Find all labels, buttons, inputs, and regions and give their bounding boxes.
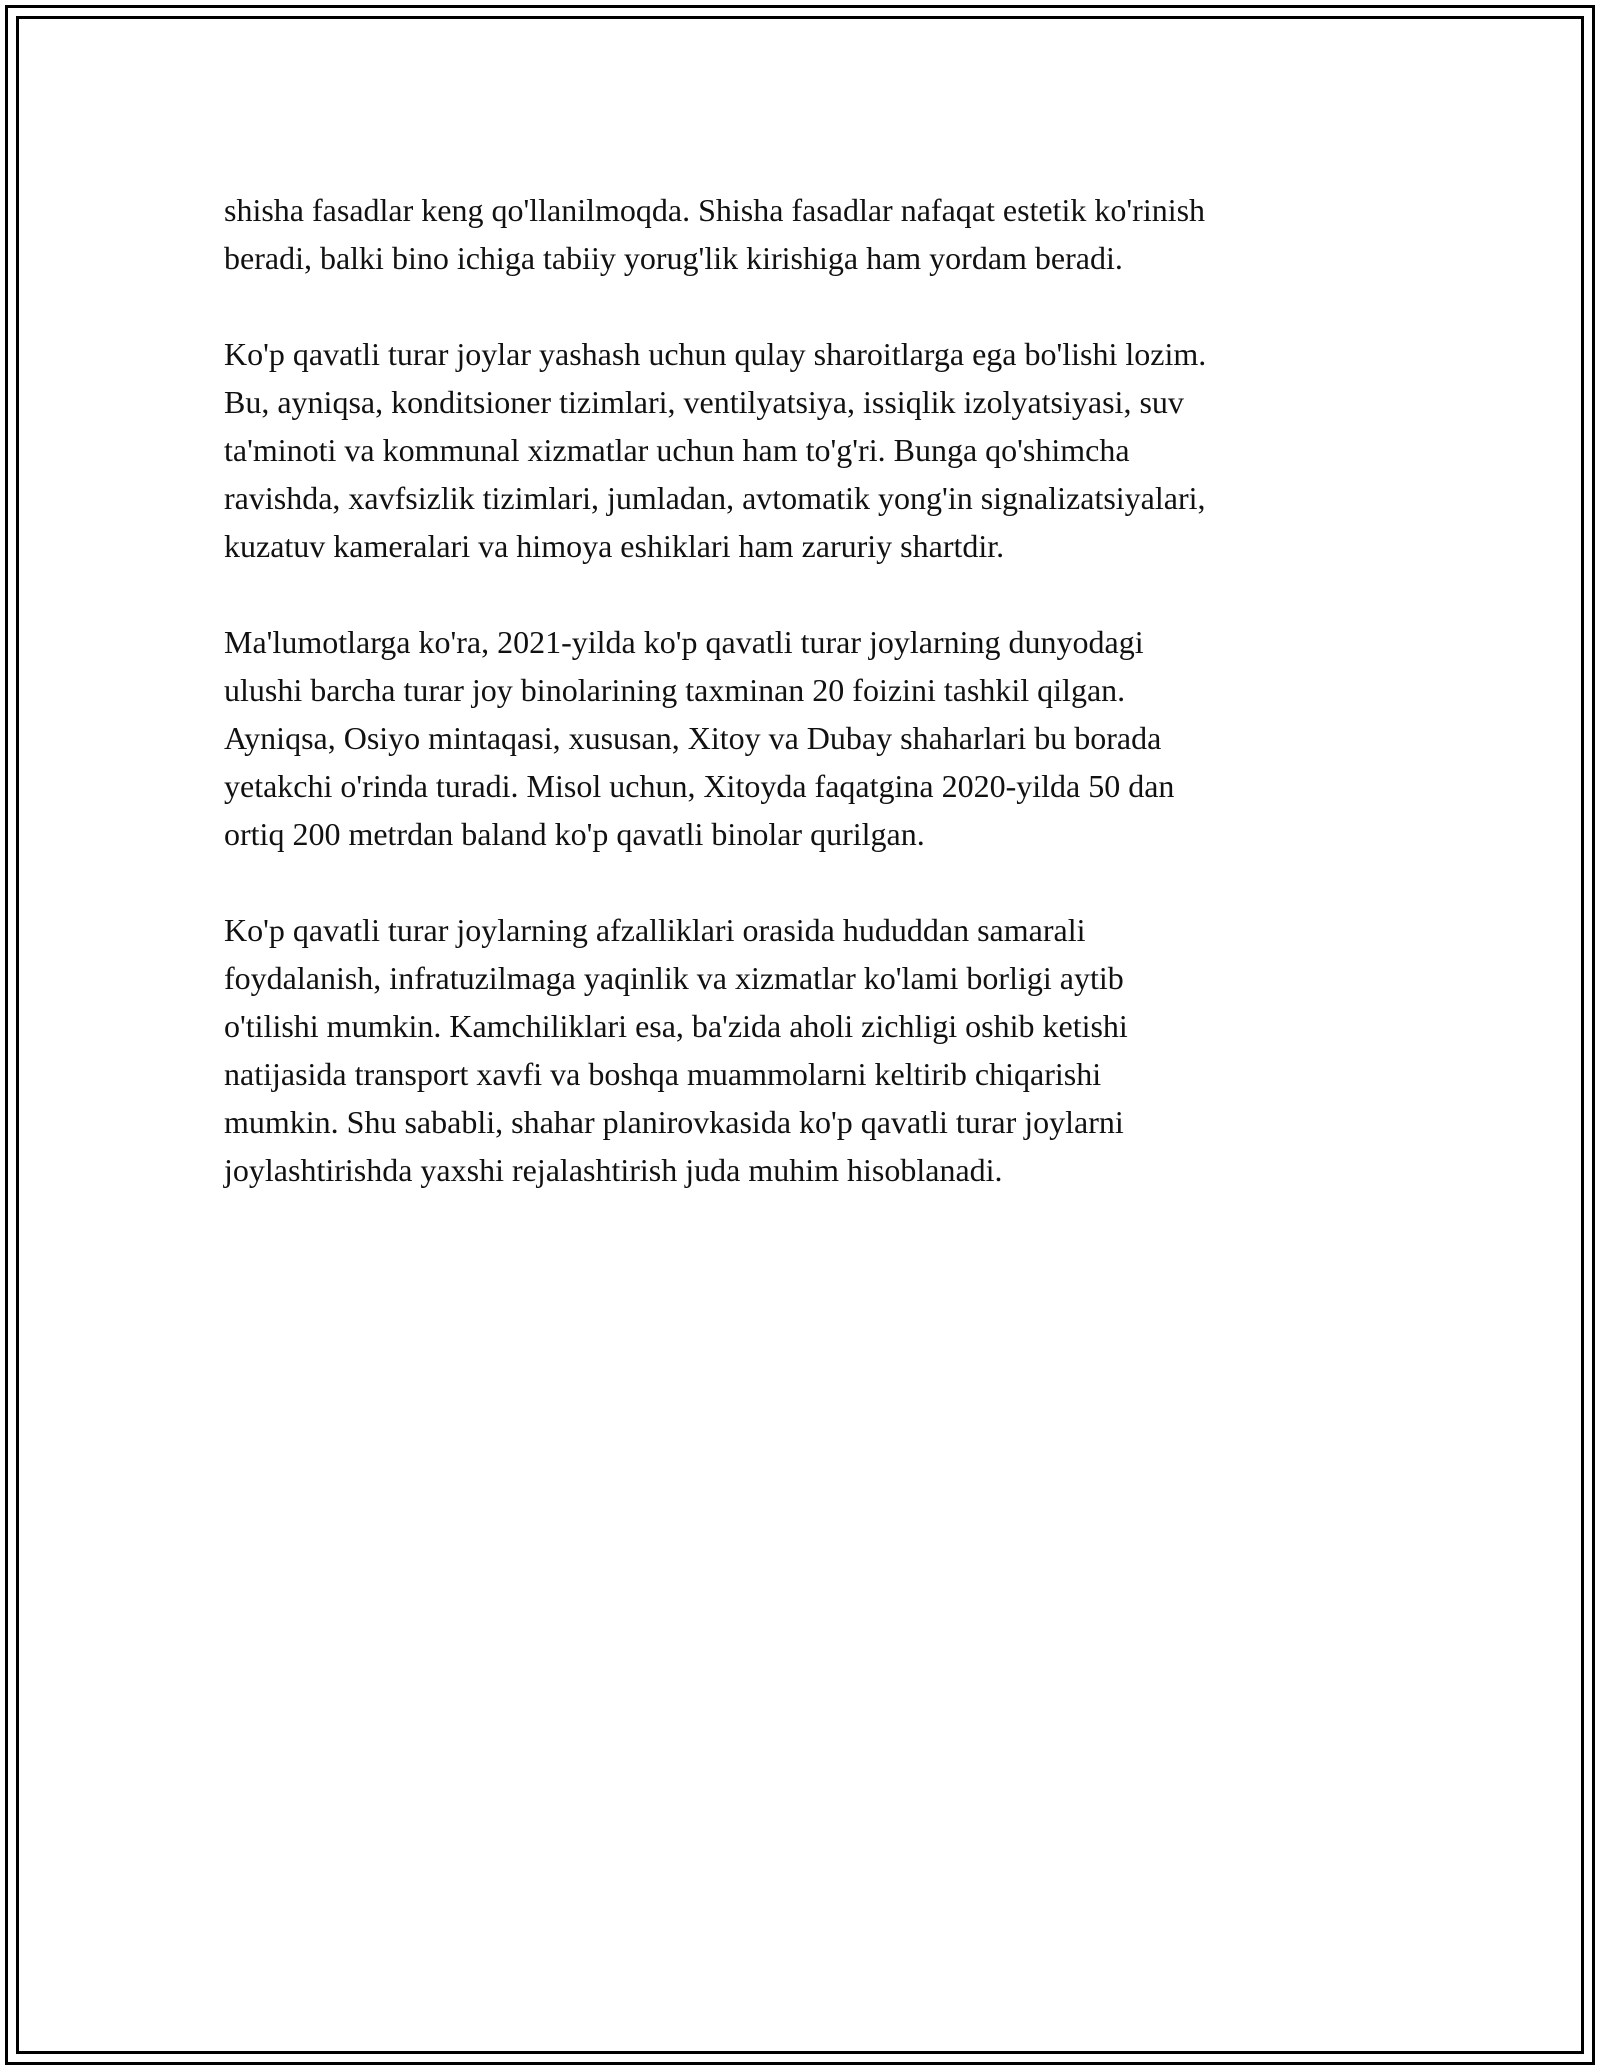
paragraph-glass-facades: shisha fasadlar keng qo'llanilmoqda. Shisha fasadlar nafaqat estetik ko'rinish beradi, balki bino ichiga tabiiy yorug'lik kirishiga ham yordam beradi.: [224, 192, 1206, 276]
paragraph-living-conditions: Ko'p qavatli turar joylar yashash uchun qulay sharoitlarga ega bo'lishi lozim. Bu, ayniqsa, konditsioner tizimlari, ventilyatsiya, issiqlik izolyatsiyasi, suv ta'minoti va kommunal xizmatlar uchun ham to'g'ri. Bunga qo'shimcha ravishda, xavfsizlik tizimlari, jumladan, avtomatik yong'in signalizatsiyalari, kuzatuv kameralari va himoya eshiklari ham zaruriy shartdir.: [224, 336, 1207, 564]
paragraph-statistics: Ma'lumotlarga ko'ra, 2021-yilda ko'p qavatli turar joylarning dunyodagi ulushi barcha turar joy binolarining taxminan 20 foizini tashkil qilgan. Ayniqsa, Osiyo mintaqasi, xususan, Xitoy va Dubay shaharlari bu borada yetakchi o'rinda turadi. Misol uchun, Xitoyda faqatgina 2020-yilda 50 dan ortiq 200 metrdan baland ko'p qavatli binolar qurilgan.: [224, 624, 1175, 852]
document-body: [224, 186, 1384, 1242]
paragraph-advantages: Ko'p qavatli turar joylarning afzalliklari orasida hududdan samarali foydalanish, infratuzilmaga yaqinlik va xizmatlar ko'lami borligi aytib o'tilishi mumkin. Kamchiliklari esa, ba'zida aholi zichligi oshib ketishi natijasida transport xavfi va boshqa muammolarni keltirib chiqarishi mumkin. Shu sababli, shahar planirovkasida ko'p qavatli turar joylarni joylashtirishda yaxshi rejalashtirish juda muhim hisoblanadi.: [224, 912, 1128, 1188]
